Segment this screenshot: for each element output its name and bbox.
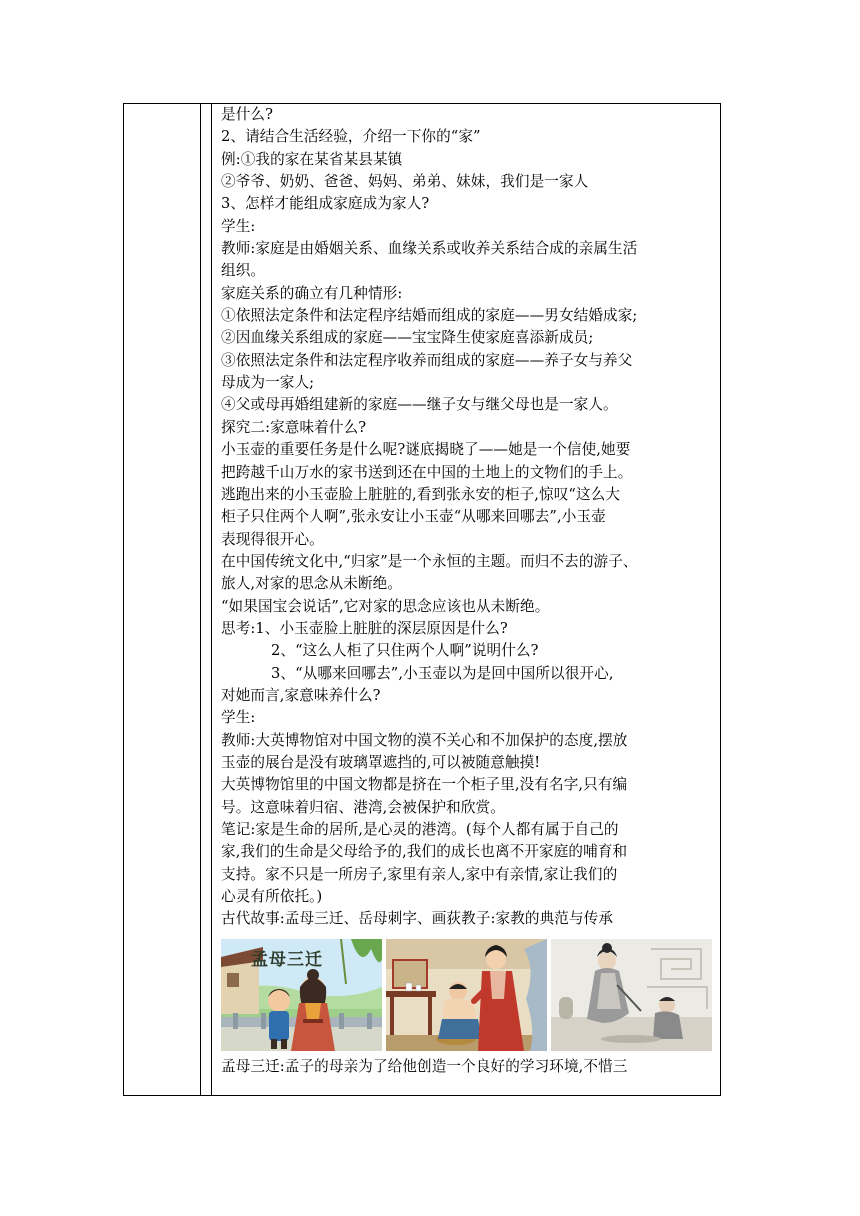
text-line: ①依照法定条件和法定程序结婚而组成的家庭——男女结婚成家; xyxy=(221,307,638,325)
text-line: 心灵有所依托。) xyxy=(221,888,323,906)
story-images xyxy=(221,939,717,1051)
text-line: 学生: xyxy=(221,709,256,727)
column-divider-2 xyxy=(211,104,212,1095)
text-line: 表现得很开心。 xyxy=(221,530,324,548)
text-line: 母成为一家人; xyxy=(221,374,315,392)
text-line: 在中国传统文化中,“归家”是一个永恒的主题。而归不去的游子、 xyxy=(221,552,638,570)
text-line: 逃跑出来的小玉壶脸上脏脏的,看到张永安的柜子,惊叹“这么大 xyxy=(221,485,621,503)
text-line: 3、“从哪来回哪去”,小玉壶以为是回中国所以很开心, xyxy=(271,664,614,682)
text-line: 玉壶的展台是没有玻璃罩遮挡的,可以被随意触摸! xyxy=(221,753,541,771)
text-line: 2、“这么人柜了只住两个人啊”说明什么? xyxy=(271,642,539,660)
text-line: ④父或母再婚组建新的家庭——继子女与继父母也是一家人。 xyxy=(221,396,618,414)
text-line: 小玉壶的重要任务是什么呢?谜底揭晓了——她是一个信使,她要 xyxy=(221,441,631,459)
image-title: 孟母三迁 xyxy=(251,949,323,970)
text-line: 学生: xyxy=(221,217,256,235)
text-line: 家庭关系的确立有几种情形: xyxy=(221,284,403,302)
text-line: 对她而言,家意味养什么? xyxy=(221,686,381,704)
text-line: 是什么? xyxy=(221,106,274,123)
text-line: ③依照法定条件和法定程序收养而组成的家庭——养子女与养父 xyxy=(221,351,633,369)
text-line: 3、怎样才能组成家庭成为家人? xyxy=(221,195,430,213)
lesson-content-cell xyxy=(221,104,717,1078)
text-line: 孟母三迁:孟子的母亲为了给他创造一个良好的学习环境,不惜三 xyxy=(221,1057,628,1075)
text-line: ②因血缘关系组成的家庭——宝宝降生使家庭喜添新成员; xyxy=(221,329,594,347)
text-line: 笔记:家是生命的居所,是心灵的港湾。(每个人都有属于自己的 xyxy=(221,821,619,838)
text-line: “如果国宝会说话”,它对家的思念应该也从未断绝。 xyxy=(221,597,550,615)
text-line: 号。这意味着归宿、港湾,会被保护和欣赏。 xyxy=(221,798,505,816)
text-line: 2、请结合生活经验，介绍一下你的“家” xyxy=(221,128,481,146)
yuemu-illustration xyxy=(386,939,547,1051)
text-line: 教师:大英博物馆对中国文物的漠不关心和不加保护的态度,摆放 xyxy=(221,731,628,749)
column-divider-1 xyxy=(200,104,201,1095)
text-line: 把跨越千山万水的家书送到还在中国的土地上的文物们的手上。 xyxy=(221,463,633,481)
text-line: 家,我们的生命是父母给予的,我们的成长也离不开家庭的哺育和 xyxy=(221,843,628,861)
text-line: 大英博物馆里的中国文物都是挤在一个柜子里,没有名字,只有编 xyxy=(221,776,628,794)
text-line: 探究二:家意味着什么? xyxy=(221,418,367,436)
text-line: 组织。 xyxy=(221,262,266,280)
huadi-illustration xyxy=(551,939,712,1051)
text-line: 支持。家不只是一所房子,家里有亲人,家中有亲情,家让我们的 xyxy=(221,865,618,883)
text-line: 古代故事:孟母三迁、岳母刺字、画荻教子:家教的典范与传承 xyxy=(221,910,614,928)
text-line: 柜子只住两个人啊”,张永安让小玉壶“从哪来回哪去”,小玉壶 xyxy=(221,508,606,526)
text-line: 思考:1、小玉壶脸上脏脏的深层原因是什么? xyxy=(221,619,508,637)
lesson-table xyxy=(123,103,721,1096)
text-line: 教师:家庭是由婚姻关系、血缘关系或收养关系结合成的亲属生活 xyxy=(221,240,638,258)
text-line: 旅人,对家的思念从未断绝。 xyxy=(221,575,403,593)
huadi-jiaozi-image xyxy=(551,939,712,1051)
yuemu-cizi-image xyxy=(386,939,547,1051)
text-line: ②爷爷、奶奶、爸爸、妈妈、弟弟、妹妹，我们是一家人 xyxy=(221,173,589,191)
mengmu-sanqian-image xyxy=(221,939,382,1051)
text-line: 例:①我的家在某省某县某镇 xyxy=(221,150,403,168)
